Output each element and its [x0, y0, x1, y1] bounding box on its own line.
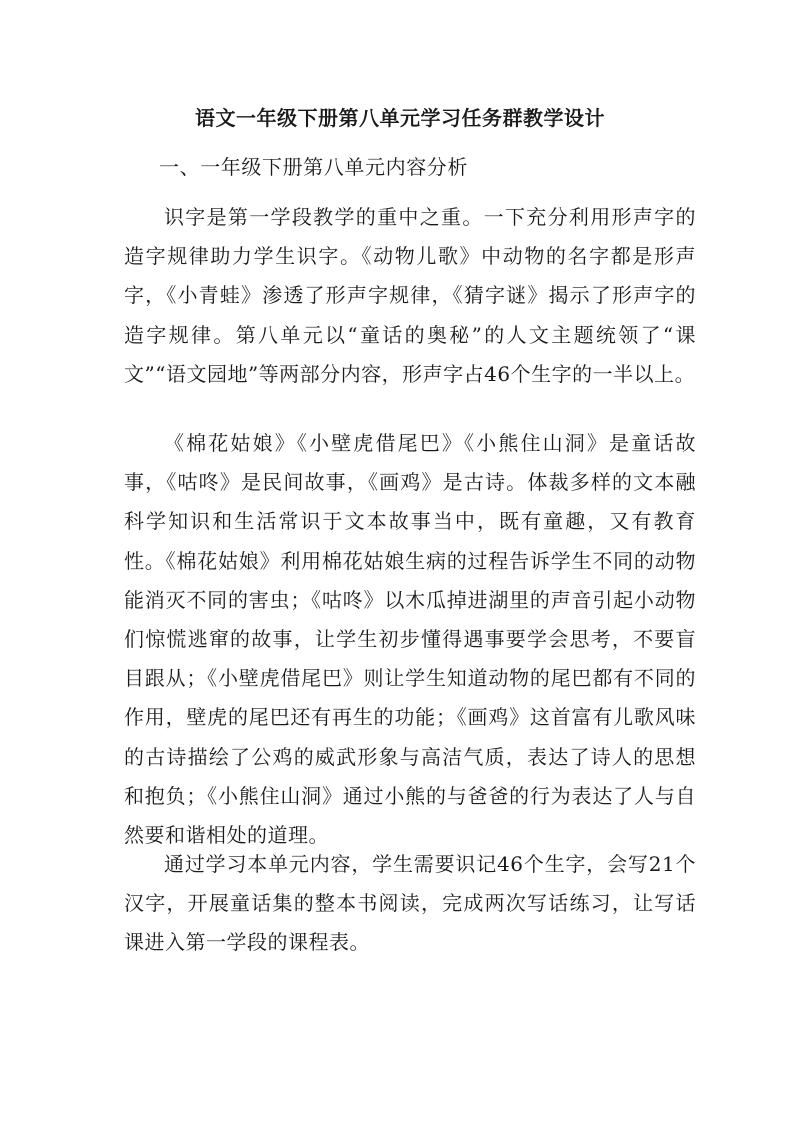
paragraph-3: 通过学习本单元内容，学生需要识记46个生字，会写21个汉字，开展童话集的整本书阅读，完成两次写话练习，让写话课进入第一学段的课程表。 — [124, 852, 696, 955]
paragraph-2: 《棉花姑娘》《小壁虎借尾巴》《小熊住山洞》是童话故事，《咕咚》是民间故事，《画鸡》是古诗。体裁多样的文本融科学知识和生活常识于文本故事当中，既有童趣，又有教育性。《棉花姑娘》利用棉花姑娘生病的过程告诉学生不同的动物能消灭不同的害虫；《咕咚》以木瓜掉进湖里的声音引起小动物们惊慌逃窜的故事，让学生初步懂得遇事要学会思考，不要盲目跟从；《小壁虎借尾巴》则让学生知道动物的尾巴都有不同的作用，壁虎的尾巴还有再生的功能；《画鸡》这首富有儿歌风味的古诗描绘了公鸡的威武形象与高洁气质，表达了诗人的思想和抱负；《小熊住山洞》通过小熊的与爸爸的行为表达了人与自然要和谐相处的道理。 — [124, 431, 696, 848]
document-title: 语文一年级下册第八单元学习任务群教学设计 — [195, 106, 605, 130]
section-heading: 一、一年级下册第八单元内容分析 — [159, 155, 468, 179]
paragraph-1: 识字是第一学段教学的重中之重。一下充分利用形声字的造字规律助力学生识字。《动物儿歌》中动物的名字都是形声字，《小青蛙》渗透了形声字规律，《猜字谜》揭示了形声字的造字规律。第八单元以“童话的奥秘”的人文主题统领了“课文”“语文园地”等两部分内容，形声字占46个生字的一半以上。 — [124, 205, 696, 386]
